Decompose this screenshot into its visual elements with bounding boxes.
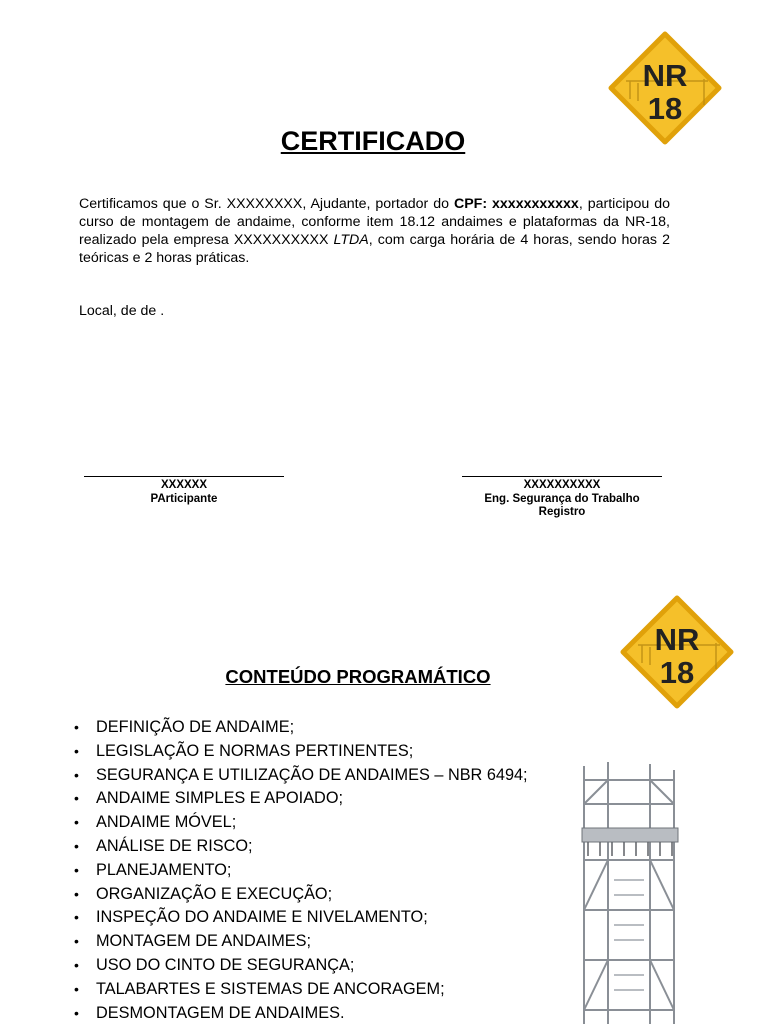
participant-name: XXXXXX	[160, 479, 208, 491]
nr18-badge-bottom	[620, 595, 734, 709]
program-title: CONTEÚDO PROGRAMÁTICO	[225, 666, 491, 687]
badge-line1: NR	[654, 622, 700, 657]
bullet-icon: •	[74, 837, 79, 854]
list-item: • MONTAGEM DE ANDAIMES;	[72, 930, 528, 954]
signature-participant	[84, 476, 284, 506]
bullet-icon: •	[74, 909, 79, 926]
list-item: • TALABARTES E SISTEMAS DE ANCORAGEM;	[72, 978, 528, 1002]
bullet-icon: •	[74, 814, 79, 831]
engineer-role: Eng. Segurança do Trabalho	[484, 492, 640, 505]
ltda-text: LTDA	[333, 232, 369, 248]
certificate-title: CERTIFICADO	[280, 126, 466, 156]
list-item: • LEGISLAÇÃO E NORMAS PERTINENTES;	[72, 740, 528, 764]
list-item: • PLANEJAMENTO;	[72, 859, 528, 883]
badge-line2: 18	[647, 91, 683, 126]
list-item: • ANDAIME MÓVEL;	[72, 811, 528, 835]
body-part-1: Certificamos que o Sr. XXXXXXXX, Ajudante, portador do	[79, 196, 454, 212]
body-part-2: , participou do curso de montagem de andaime, conforme item 18.12 andaimes e plataformas da NR-18, realizado pela empresa XXXXXXXXXX	[79, 196, 671, 248]
bullet-icon: •	[74, 861, 79, 878]
bullet-icon: •	[74, 1004, 79, 1021]
list-item: • DEFINIÇÃO DE ANDAIME;	[72, 716, 528, 740]
bullet-icon: •	[74, 885, 79, 902]
list-item: • SEGURANÇA E UTILIZAÇÃO DE ANDAIMES – NBR 6494;	[72, 764, 528, 788]
signature-engineer	[462, 476, 662, 520]
bullet-icon: •	[74, 956, 79, 973]
signature-line	[462, 476, 662, 477]
list-item: • DESMONTAGEM DE ANDAIMES.	[72, 1002, 528, 1025]
list-item: • ORGANIZAÇÃO E EXECUÇÃO;	[72, 883, 528, 907]
list-item: • ANDAIME SIMPLES E APOIADO;	[72, 787, 528, 811]
badge-line2: 18	[659, 655, 695, 690]
cpf-field: CPF: xxxxxxxxxxx	[453, 196, 579, 212]
bullet-icon: •	[74, 719, 79, 735]
scaffold-tower-image	[574, 760, 686, 1024]
certificate-body	[79, 195, 670, 267]
bullet-icon: •	[74, 766, 79, 783]
program-list	[72, 716, 528, 1025]
body-part-3: , com carga horária de 4 horas, sendo horas 2 teóricas e 2 horas práticas.	[79, 232, 670, 266]
engineer-name: XXXXXXXXXX	[523, 479, 601, 491]
signature-line	[84, 476, 284, 477]
bullet-icon: •	[74, 742, 79, 759]
bullet-icon: •	[74, 933, 79, 950]
bullet-icon: •	[74, 790, 79, 807]
list-item: • USO DO CINTO DE SEGURANÇA;	[72, 954, 528, 978]
list-item: • INSPEÇÃO DO ANDAIME E NIVELAMENTO;	[72, 906, 528, 930]
engineer-registry: Registro	[538, 506, 586, 518]
list-item: • ANÁLISE DE RISCO;	[72, 835, 528, 859]
participant-role: PArticipante	[150, 492, 218, 505]
badge-line1: NR	[642, 58, 688, 93]
local-date-line: Local, de de .	[79, 303, 165, 319]
bullet-icon: •	[74, 980, 79, 997]
